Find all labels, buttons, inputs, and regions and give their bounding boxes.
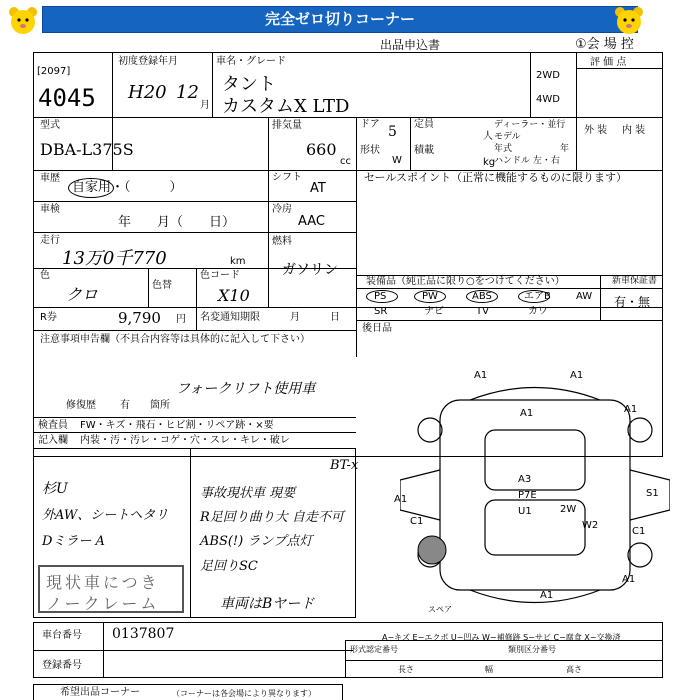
dealer-year-unit: 年 [560, 144, 570, 154]
use-label: 車歴 [40, 173, 60, 184]
banner-title: 完全ゼロ切りコーナー [264, 10, 415, 28]
repair-value: 有 [120, 400, 130, 411]
mileage-unit: km [230, 256, 246, 267]
equip-pw: PW [422, 291, 438, 302]
ac-value: AAC [298, 214, 325, 229]
mark-w2: W2 [582, 520, 599, 531]
shape-label: 形状 [360, 145, 380, 156]
inspector-label-1: 検査員 [38, 420, 68, 431]
mark-c1-1: C1 [632, 526, 646, 537]
stamp-line-1: 現状車につき [46, 573, 160, 592]
damage-legend: A−キズ E−エクボ U−凹み W−補修跡 S−サビ C−腐食 X−交換済 [382, 633, 621, 642]
mark-c1-2: C1 [410, 516, 424, 527]
displacement-value: 660 [306, 140, 337, 159]
notes-text: フォークリフト使用車 [176, 381, 316, 397]
equip-kawa: カワ [528, 306, 548, 317]
drive-2wd: 2WD [536, 70, 560, 81]
shift-label: シフト [272, 172, 302, 183]
mark-a1-5: A1 [394, 494, 408, 505]
inspector-row-1: FW・キズ・飛石・ヒビ割・リペア跡・×要 [80, 420, 274, 431]
width-label: 幅 [485, 665, 493, 674]
hope-label: 希望出品コーナー [60, 687, 140, 698]
shape-value: W [392, 155, 402, 166]
mark-a1-2: A1 [570, 370, 584, 381]
form-cert-label: 形式認定番号 [350, 645, 398, 654]
tax-label: 名変通知期限 [200, 312, 260, 323]
right-note-6: 車両はBヤード [220, 596, 315, 612]
mileage-label: 走行 [40, 235, 60, 246]
load-label: 積載 [414, 145, 434, 156]
notes-label: 注意事項申告欄（不具合内容等は具体的に記入して下さい） [40, 334, 310, 345]
class-label: 類別区分番号 [508, 645, 556, 654]
first-reg-label: 初度登録年月 [118, 56, 178, 67]
equip-tv: TV [476, 306, 489, 317]
equip-abs: ABS [472, 291, 492, 302]
tax-month: 月 [290, 312, 300, 323]
warranty-label: 新車保証書 [612, 276, 658, 286]
right-note-5: 足回りSC [200, 559, 258, 574]
mileage-value: 13万0千770 [62, 248, 167, 269]
left-note-2: 外AW、シートヘタリ [42, 508, 169, 523]
left-note-1: 杉U [42, 481, 68, 497]
mark-s1: S1 [646, 488, 659, 499]
first-reg-era: H20 [128, 82, 167, 103]
dealer-line3: 年式 [494, 144, 513, 154]
capacity-label: 定員 [414, 119, 434, 130]
right-note-4: ABS(!) ランプ点灯 [200, 534, 313, 549]
equip-airbag: エアB [524, 291, 551, 302]
dealer-line1: ディーラー・並行 [494, 120, 566, 130]
load-unit: kg [483, 157, 496, 168]
sales-point-label: セールスポイント（正常に機能するものに限ります） [364, 171, 628, 184]
equip-aw: AW [576, 291, 593, 302]
right-note-1: BT-x [330, 458, 359, 473]
height-label: 高さ [566, 665, 582, 674]
right-note-3: R足回り曲り大 自走不可 [200, 510, 344, 525]
equip-ps: PS [374, 291, 387, 302]
door-value: 5 [388, 124, 397, 140]
stamp-line-2: ノークレーム [46, 594, 160, 613]
warranty-value: 有・無 [614, 295, 651, 309]
no-claim-stamp [38, 565, 184, 613]
door-label: ドア [360, 119, 380, 130]
car-grade: カスタムX LTD [222, 96, 350, 117]
equipment-label: 装備品（純正品に限り○をつけてください） [366, 276, 565, 287]
first-reg-month: 12 [176, 82, 199, 103]
mark-2w: 2W [560, 504, 577, 515]
interior-label: 内 装 [622, 125, 646, 136]
displacement-unit: cc [340, 156, 351, 167]
inspection-value: 年 月（ 日） [118, 215, 236, 230]
inspector-row-2: 内装・汚・汚レ・コゲ・穴・スレ・キレ・破レ [80, 435, 290, 446]
lot-number: 4045 [38, 84, 96, 112]
mark-p7e: P7E [518, 490, 537, 501]
repair-label: 修復歴 [66, 400, 96, 411]
tax-day: 日 [330, 312, 340, 323]
recycle-value: 9,790 [118, 309, 161, 327]
car-name-label: 車名・グレード [216, 56, 286, 67]
copy-label: ①会 場 控 [575, 37, 634, 52]
inspector-label-2: 記入欄 [38, 435, 68, 446]
right-note-2: 事故現状車 現要 [200, 486, 296, 501]
first-reg-unit: 月 [200, 100, 210, 111]
equip-navi: ナビ [424, 306, 444, 317]
dealer-line4: ハンドル 左・右 [494, 156, 560, 166]
registration-label: 登録番号 [42, 660, 82, 671]
banner [42, 6, 638, 33]
mark-a1-6: A1 [622, 574, 636, 585]
length-label: 長さ [398, 665, 414, 674]
lot-code: [2097] [37, 66, 71, 77]
dealer-line2: モデル [494, 132, 521, 142]
fuel-value: ガソリン [282, 262, 338, 278]
mascot-bear-icon-right [612, 4, 646, 38]
model-value: DBA-L375S [40, 140, 134, 159]
model-label: 型式 [40, 120, 60, 131]
mark-a3: A3 [518, 474, 532, 485]
fuel-label: 燃料 [272, 236, 292, 247]
color-code-value: X10 [218, 286, 250, 305]
equip-sr: SR [374, 306, 388, 317]
drive-4wd: 4WD [536, 94, 560, 105]
platform-label: 車台番号 [42, 630, 82, 641]
color-change-label: 色替 [152, 280, 172, 291]
repair-part: 箇所 [150, 400, 170, 411]
mark-a1-7: A1 [540, 590, 554, 601]
recycle-label: R券 [40, 312, 57, 323]
color-label: 色 [40, 270, 50, 281]
mark-spare: スペア [428, 605, 452, 614]
inspection-label: 車検 [40, 204, 60, 215]
mark-a1-3: A1 [520, 408, 534, 419]
mascot-bear-icon-left [6, 4, 40, 38]
mark-u1: U1 [518, 506, 532, 517]
eval-label: 評 価 点 [590, 57, 627, 68]
capacity-unit: 人 [483, 131, 493, 142]
exterior-label: 外 装 [584, 125, 608, 136]
form-header: 出品申込書 [380, 38, 441, 52]
after-install-label: 後日品 [362, 323, 392, 334]
platform-value: 0137807 [112, 626, 175, 642]
recycle-unit: 円 [176, 314, 186, 325]
car-name: タント [222, 74, 276, 95]
color-code-label: 色コード [200, 270, 240, 281]
mark-a1-1: A1 [474, 370, 488, 381]
left-note-3: Dミラー A [42, 534, 105, 549]
hope-note: （コーナーは各会場により異なります） [172, 689, 316, 698]
mark-a1-4: A1 [624, 404, 638, 415]
color-value: クロ [66, 285, 99, 304]
use-value: 自家用・（ ） [72, 180, 183, 195]
shift-value: AT [310, 181, 326, 196]
ac-label: 冷房 [272, 204, 292, 215]
displacement-label: 排気量 [272, 120, 302, 131]
